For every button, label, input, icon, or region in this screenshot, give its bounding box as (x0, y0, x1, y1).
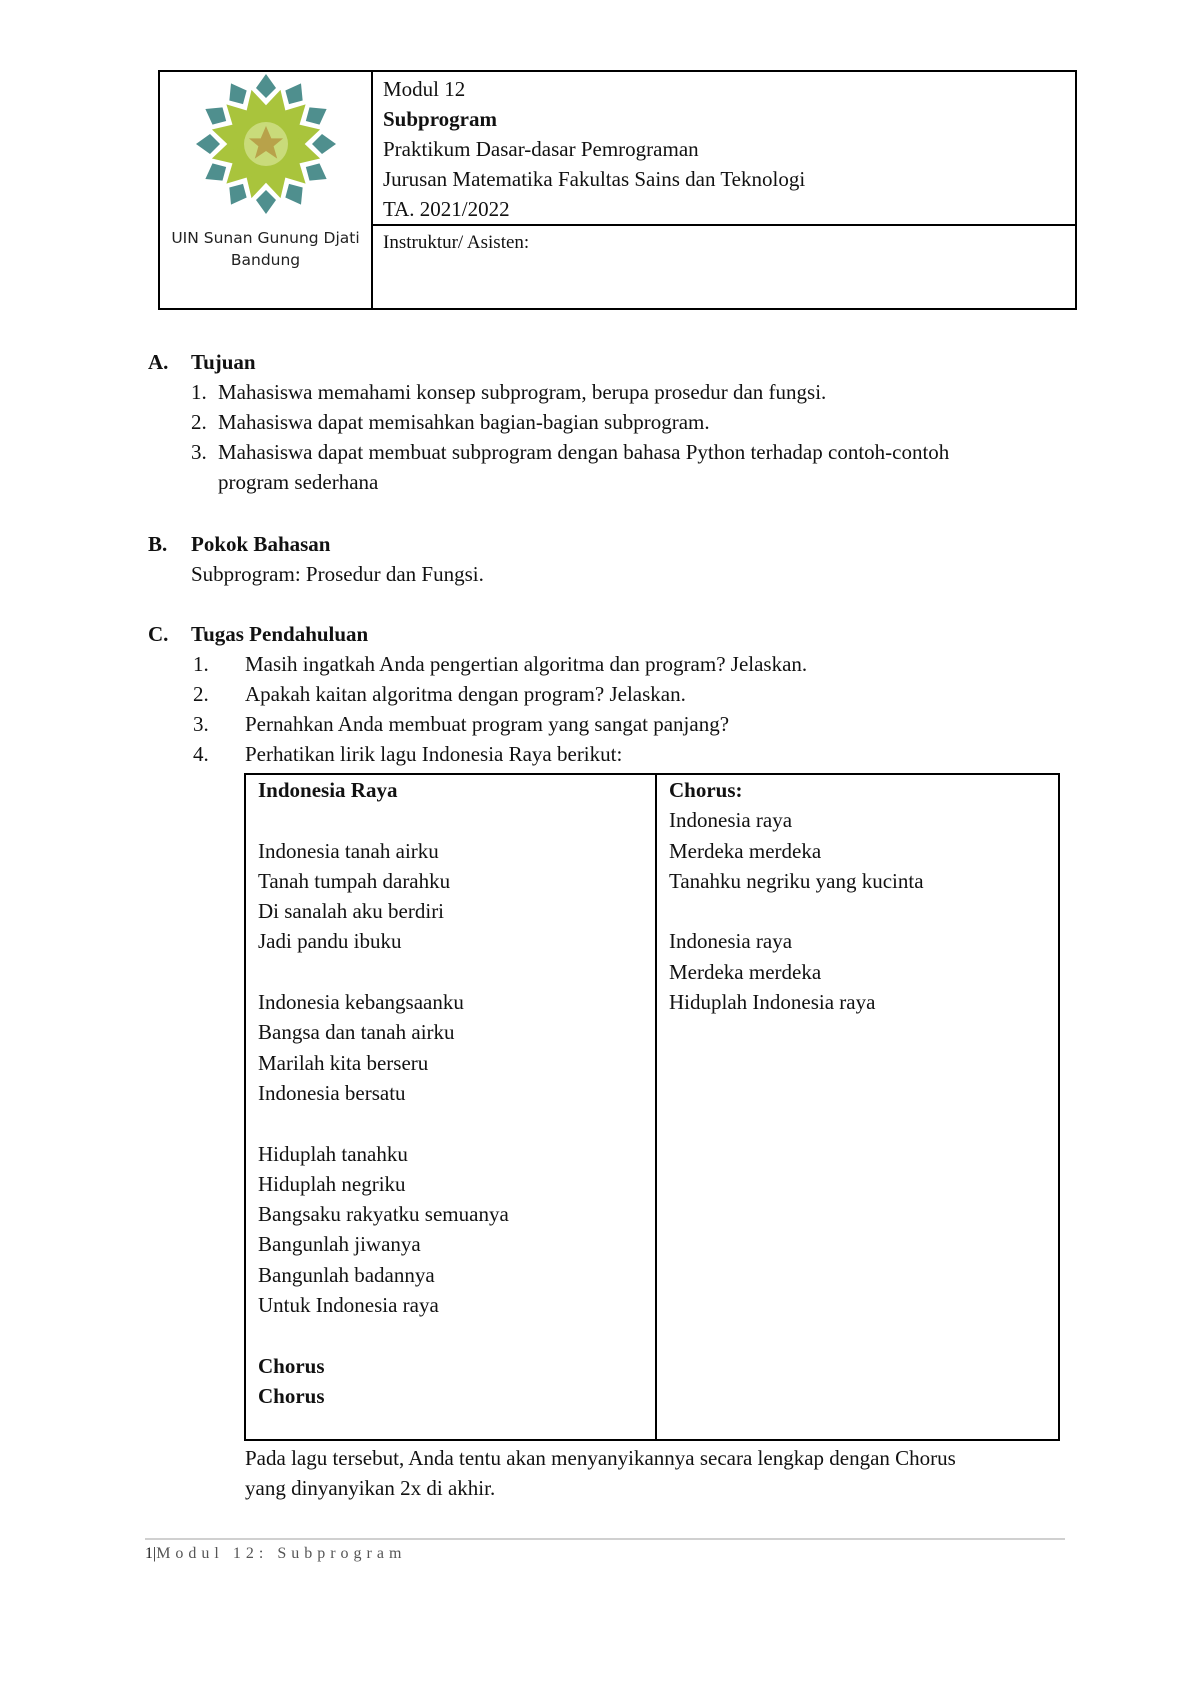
lyric-line: Indonesia bersatu (258, 1080, 406, 1105)
footer-text: Modul 12: Subprogram (156, 1545, 407, 1562)
lyric-line (258, 1320, 509, 1350)
list-item: Masih ingatkah Anda pengertian algoritma dan program? Jelaskan. (245, 652, 808, 676)
page-footer (145, 1544, 406, 1564)
lyric-line: Merdeka merdeka (669, 959, 822, 984)
section-a-letter: A. (148, 350, 169, 374)
academic-year: TA. 2021/2022 (383, 197, 510, 221)
lyric-line: Indonesia kebangsaanku (258, 990, 464, 1015)
lyrics-divider (655, 775, 657, 1439)
instructor-label: Instruktur/ Asisten: (383, 232, 530, 253)
closing-paragraph-line: Pada lagu tersebut, Anda tentu akan menyanyikannya secara lengkap dengan Chorus (245, 1446, 956, 1470)
lyrics-right-column (669, 775, 924, 1017)
lyric-line: Bangsaku rakyatku semuanya (258, 1202, 509, 1227)
lyric-line: Marilah kita berseru (258, 1050, 429, 1075)
header-table (158, 70, 1077, 310)
lyric-line: Merdeka merdeka (669, 838, 822, 863)
chorus-title: Chorus: (669, 778, 743, 802)
lyric-line: Hiduplah negriku (258, 1171, 406, 1196)
lyric-line: Untuk Indonesia raya (258, 1293, 439, 1318)
section-c-letter: C. (148, 622, 169, 646)
list-item: Mahasiswa dapat membuat subprogram dengan bahasa Python terhadap contoh-contoh (218, 440, 950, 464)
list-number: 1. (191, 380, 207, 404)
lyric-line (258, 957, 509, 987)
lyric-line: Hiduplah tanahku (258, 1141, 408, 1166)
section-b-text: Subprogram: Prosedur dan Fungsi. (191, 562, 484, 586)
list-number: 3. (191, 440, 207, 464)
lyric-line: Bangunlah badannya (258, 1262, 435, 1287)
lyric-line: Tanah tumpah darahku (258, 868, 451, 893)
closing-paragraph-line: yang dinyanyikan 2x di akhir. (245, 1476, 496, 1500)
lyrics-table (244, 773, 1060, 1441)
list-item: Mahasiswa memahami konsep subprogram, berupa prosedur dan fungsi. (218, 380, 827, 404)
footer-separator: | (153, 1545, 157, 1562)
list-item-continuation: program sederhana (218, 470, 379, 494)
instructor-cell (373, 226, 1075, 308)
list-item: Perhatikan lirik lagu Indonesia Raya berikut: (245, 742, 623, 766)
lyric-line: Di sanalah aku berdiri (258, 899, 445, 924)
institution-name: UIN Sunan Gunung Djati Bandung (171, 229, 360, 269)
section-c-title: Tugas Pendahuluan (191, 622, 369, 646)
lyric-line: Indonesia raya (669, 929, 793, 954)
lyric-line (258, 805, 509, 835)
lyric-line (258, 1108, 509, 1138)
header-logo-cell (160, 72, 373, 308)
lyric-line: Hiduplah Indonesia raya (669, 990, 876, 1015)
lyric-line: Jadi pandu ibuku (258, 929, 402, 954)
header-info-cell (373, 72, 1075, 226)
module-number: Modul 12 (383, 77, 466, 101)
star-flower-logo (166, 72, 366, 224)
list-number: 4. (193, 742, 209, 766)
lyric-line: Indonesia tanah airku (258, 838, 439, 863)
list-number: 1. (193, 652, 209, 676)
list-number: 2. (191, 410, 207, 434)
list-number: 2. (193, 682, 209, 706)
page-number: 1 (145, 1545, 153, 1562)
section-b-title: Pokok Bahasan (191, 532, 331, 556)
lyric-line: Indonesia raya (669, 808, 793, 833)
lyrics-title: Indonesia Raya (258, 778, 398, 802)
list-item: Mahasiswa dapat memisahkan bagian-bagian subprogram. (218, 410, 710, 434)
chorus-marker: Chorus (258, 1383, 325, 1408)
section-a-title: Tujuan (191, 350, 256, 374)
footer-rule (145, 1538, 1065, 1540)
chorus-marker: Chorus (258, 1353, 325, 1378)
lyric-line: Bangunlah jiwanya (258, 1232, 421, 1257)
lyric-line: Bangsa dan tanah airku (258, 1020, 455, 1045)
section-b-letter: B. (148, 532, 168, 556)
lyric-line: Tanahku negriku yang kucinta (669, 868, 924, 893)
course-name: Praktikum Dasar-dasar Pemrograman (383, 137, 699, 161)
list-number: 3. (193, 712, 209, 736)
lyrics-left-column (258, 775, 509, 1411)
list-item: Pernahkan Anda membuat program yang sangat panjang? (245, 712, 730, 736)
lyric-line (669, 896, 924, 926)
module-title: Subprogram (383, 107, 497, 131)
department-name: Jurusan Matematika Fakultas Sains dan Teknologi (383, 167, 806, 191)
list-item: Apakah kaitan algoritma dengan program? Jelaskan. (245, 682, 686, 706)
